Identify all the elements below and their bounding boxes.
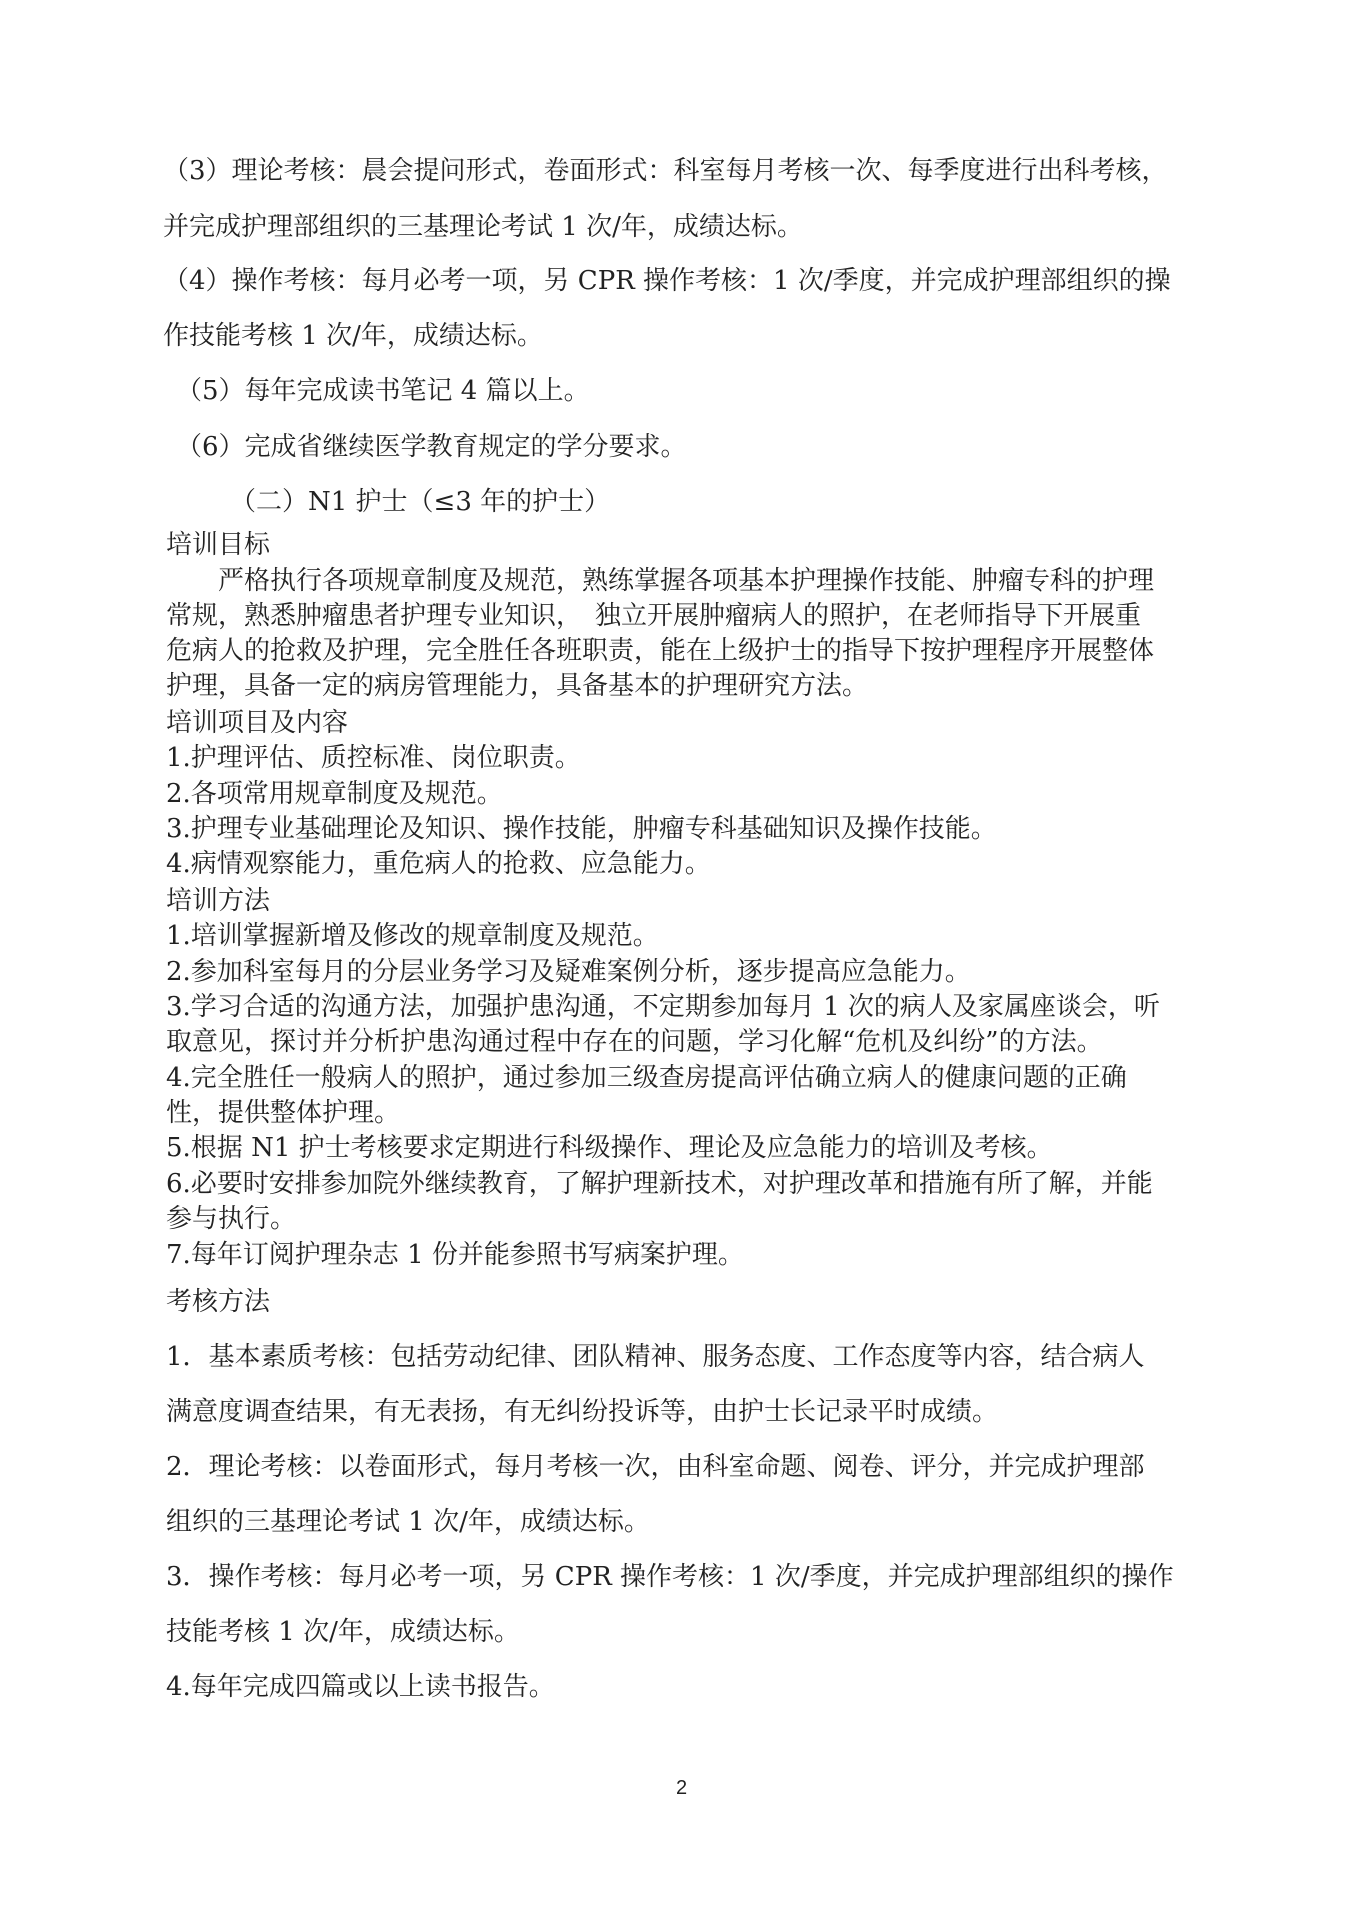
text-line: 护理，具备一定的病房管理能力，具备基本的护理研究方法。 xyxy=(166,671,869,701)
text-line: 常规，熟悉肿瘤患者护理专业知识， 独立开展肿瘤病人的照护，在老师指导下开展重 xyxy=(166,601,1142,631)
list-item: 1．基本素质考核：包括劳动纪律、团队精神、服务态度、工作态度等内容，结合病人 xyxy=(166,1342,1145,1372)
subheading-training-goals: 培训目标 xyxy=(166,530,271,560)
list-item: 3．操作考核：每月必考一项，另 CPR 操作考核：1 次/季度，并完成护理部组织的操作 xyxy=(166,1562,1174,1592)
text-line: （3）理论考核：晨会提问形式，卷面形式：科室每月考核一次、每季度进行出科考核， xyxy=(163,156,1168,186)
list-item: 2．理论考核：以卷面形式，每月考核一次，由科室命题、阅卷、评分，并完成护理部 xyxy=(166,1452,1145,1482)
list-item: 4.病情观察能力，重危病人的抢救、应急能力。 xyxy=(166,849,711,879)
list-item: 4.完全胜任一般病人的照护，通过参加三级查房提高评估确立病人的健康问题的正确 xyxy=(166,1063,1127,1093)
text-line: 严格执行各项规章制度及规范，熟练掌握各项基本护理操作技能、肿瘤专科的护理 xyxy=(218,566,1155,596)
list-item: 1.培训掌握新增及修改的规章制度及规范。 xyxy=(166,921,659,951)
text-line: 组织的三基理论考试 1 次/年，成绩达标。 xyxy=(166,1507,650,1537)
text-line: 并完成护理部组织的三基理论考试 1 次/年，成绩达标。 xyxy=(163,212,803,242)
text-line: （5）每年完成读书笔记 4 篇以上。 xyxy=(176,376,590,406)
list-item: 3.学习合适的沟通方法，加强护患沟通，不定期参加每月 1 次的病人及家属座谈会，听 xyxy=(166,992,1160,1022)
section-heading: （二）N1 护士（≤3 年的护士） xyxy=(230,487,611,517)
list-item: 2.各项常用规章制度及规范。 xyxy=(166,779,503,809)
text-line: 性，提供整体护理。 xyxy=(166,1098,401,1128)
list-item: 3.护理专业基础理论及知识、操作技能，肿瘤专科基础知识及操作技能。 xyxy=(166,814,997,844)
text-line: 作技能考核 1 次/年，成绩达标。 xyxy=(163,321,543,351)
subheading-assessment-methods: 考核方法 xyxy=(166,1287,271,1317)
text-line: 参与执行。 xyxy=(166,1204,297,1234)
text-line: 取意见，探讨并分析护患沟通过程中存在的问题，学习化解“危机及纠纷”的方法。 xyxy=(166,1027,1103,1057)
list-item: 2.参加科室每月的分层业务学习及疑难案例分析，逐步提高应急能力。 xyxy=(166,957,971,987)
text-line: 技能考核 1 次/年，成绩达标。 xyxy=(166,1617,520,1647)
text-line: （4）操作考核：每月必考一项，另 CPR 操作考核：1 次/季度，并完成护理部组织的操 xyxy=(163,266,1171,296)
text-line: 危病人的抢救及护理，完全胜任各班职责，能在上级护士的指导下按护理程序开展整体 xyxy=(166,636,1155,666)
list-item: 5.根据 N1 护士考核要求定期进行科级操作、理论及应急能力的培训及考核。 xyxy=(166,1133,1053,1163)
list-item: 4.每年完成四篇或以上读书报告。 xyxy=(166,1672,555,1702)
list-item: 6.必要时安排参加院外继续教育，了解护理新技术，对护理改革和措施有所了解，并能 xyxy=(166,1169,1153,1199)
subheading-training-items: 培训项目及内容 xyxy=(166,708,349,738)
subheading-training-methods: 培训方法 xyxy=(166,886,271,916)
list-item: 1.护理评估、质控标准、岗位职责。 xyxy=(166,743,581,773)
text-line: （6）完成省继续医学教育规定的学分要求。 xyxy=(176,432,687,462)
text-line: 满意度调查结果，有无表扬，有无纠纷投诉等，由护士长记录平时成绩。 xyxy=(166,1397,999,1427)
list-item: 7.每年订阅护理杂志 1 份并能参照书写病案护理。 xyxy=(166,1240,744,1270)
page-number: 2 xyxy=(675,1777,688,1799)
